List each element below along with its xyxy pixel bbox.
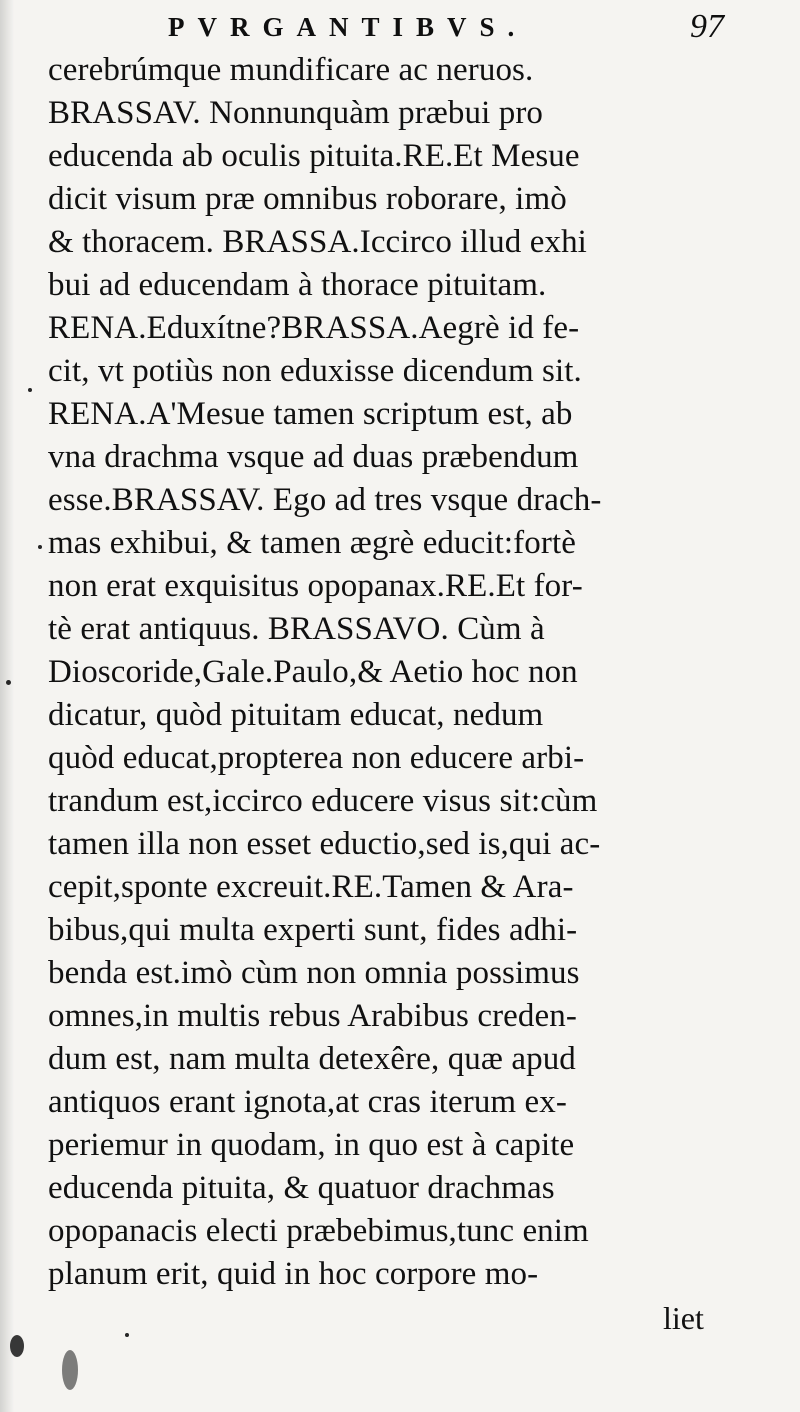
ink-speck [6, 680, 11, 685]
text-line: tè erat antiquus. BRASSAVO. Cùm à [48, 611, 545, 647]
catchword: liet [663, 1300, 704, 1336]
ink-speck [38, 545, 42, 549]
page-header [0, 4, 800, 48]
text-line: educenda pituita, & quatuor drachmas [48, 1170, 555, 1206]
text-line: cepit,sponte excreuit.RE.Tamen & Ara- [48, 869, 574, 905]
text-line: non erat exquisitus opopanax.RE.Et for- [48, 568, 583, 604]
ink-speck [125, 1333, 129, 1337]
page-gutter-shadow [0, 0, 14, 1412]
text-line: dicatur, quòd pituitam educat, nedum [48, 697, 544, 733]
text-line: mas exhibui, & tamen ægrè educit:fortè [48, 525, 576, 561]
text-line: vna drachma vsque ad duas præbendum [48, 439, 579, 475]
text-line: quòd educat,propterea non educere arbi- [48, 740, 585, 776]
text-line: bui ad educendam à thorace pituitam. [48, 267, 547, 303]
text-line: bibus,qui multa experti sunt, fides adhi- [48, 912, 578, 948]
text-line: tamen illa non esset eductio,sed is,qui ac- [48, 826, 601, 862]
text-line: RENA.A'Mesue tamen scriptum est, ab [48, 396, 573, 432]
text-line: dum est, nam multa detexêre, quæ apud [48, 1041, 576, 1077]
ink-speck [28, 388, 32, 392]
text-line: dicit visum præ omnibus roborare, imò [48, 181, 567, 217]
ink-blot [10, 1335, 24, 1357]
page-number: 97 [690, 8, 724, 45]
text-line: planum erit, quid in hoc corpore mo- [48, 1256, 539, 1292]
ink-blot [62, 1350, 78, 1390]
text-line: omnes,in multis rebus Arabibus creden- [48, 998, 577, 1034]
text-line: antiquos erant ignota,at cras iterum ex- [48, 1084, 567, 1120]
text-line: cit, vt potiùs non eduxisse dicendum sit. [48, 353, 582, 389]
text-line: cerebrúmque mundificare ac neruos. [48, 52, 534, 88]
text-line: educenda ab oculis pituita.RE.Et Mesue [48, 138, 580, 174]
text-line: BRASSAV. Nonnunquàm præbui pro [48, 95, 544, 131]
text-line: & thoracem. BRASSA.Iccirco illud exhi [48, 224, 587, 260]
text-line: Dioscoride,Gale.Paulo,& Aetio hoc non [48, 654, 578, 690]
text-line: periemur in quodam, in quo est à capite [48, 1127, 575, 1163]
text-line: RENA.Eduxítne?BRASSA.Aegrè id fe- [48, 310, 580, 346]
running-head: PVRGANTIBVS. [168, 12, 528, 42]
text-line: esse.BRASSAV. Ego ad tres vsque drach- [48, 482, 602, 518]
text-line: opopanacis electi præbebimus,tunc enim [48, 1213, 589, 1249]
text-line: trandum est,iccirco educere visus sit:cùm [48, 783, 598, 819]
text-line: benda est.imò cùm non omnia possimus [48, 955, 580, 991]
